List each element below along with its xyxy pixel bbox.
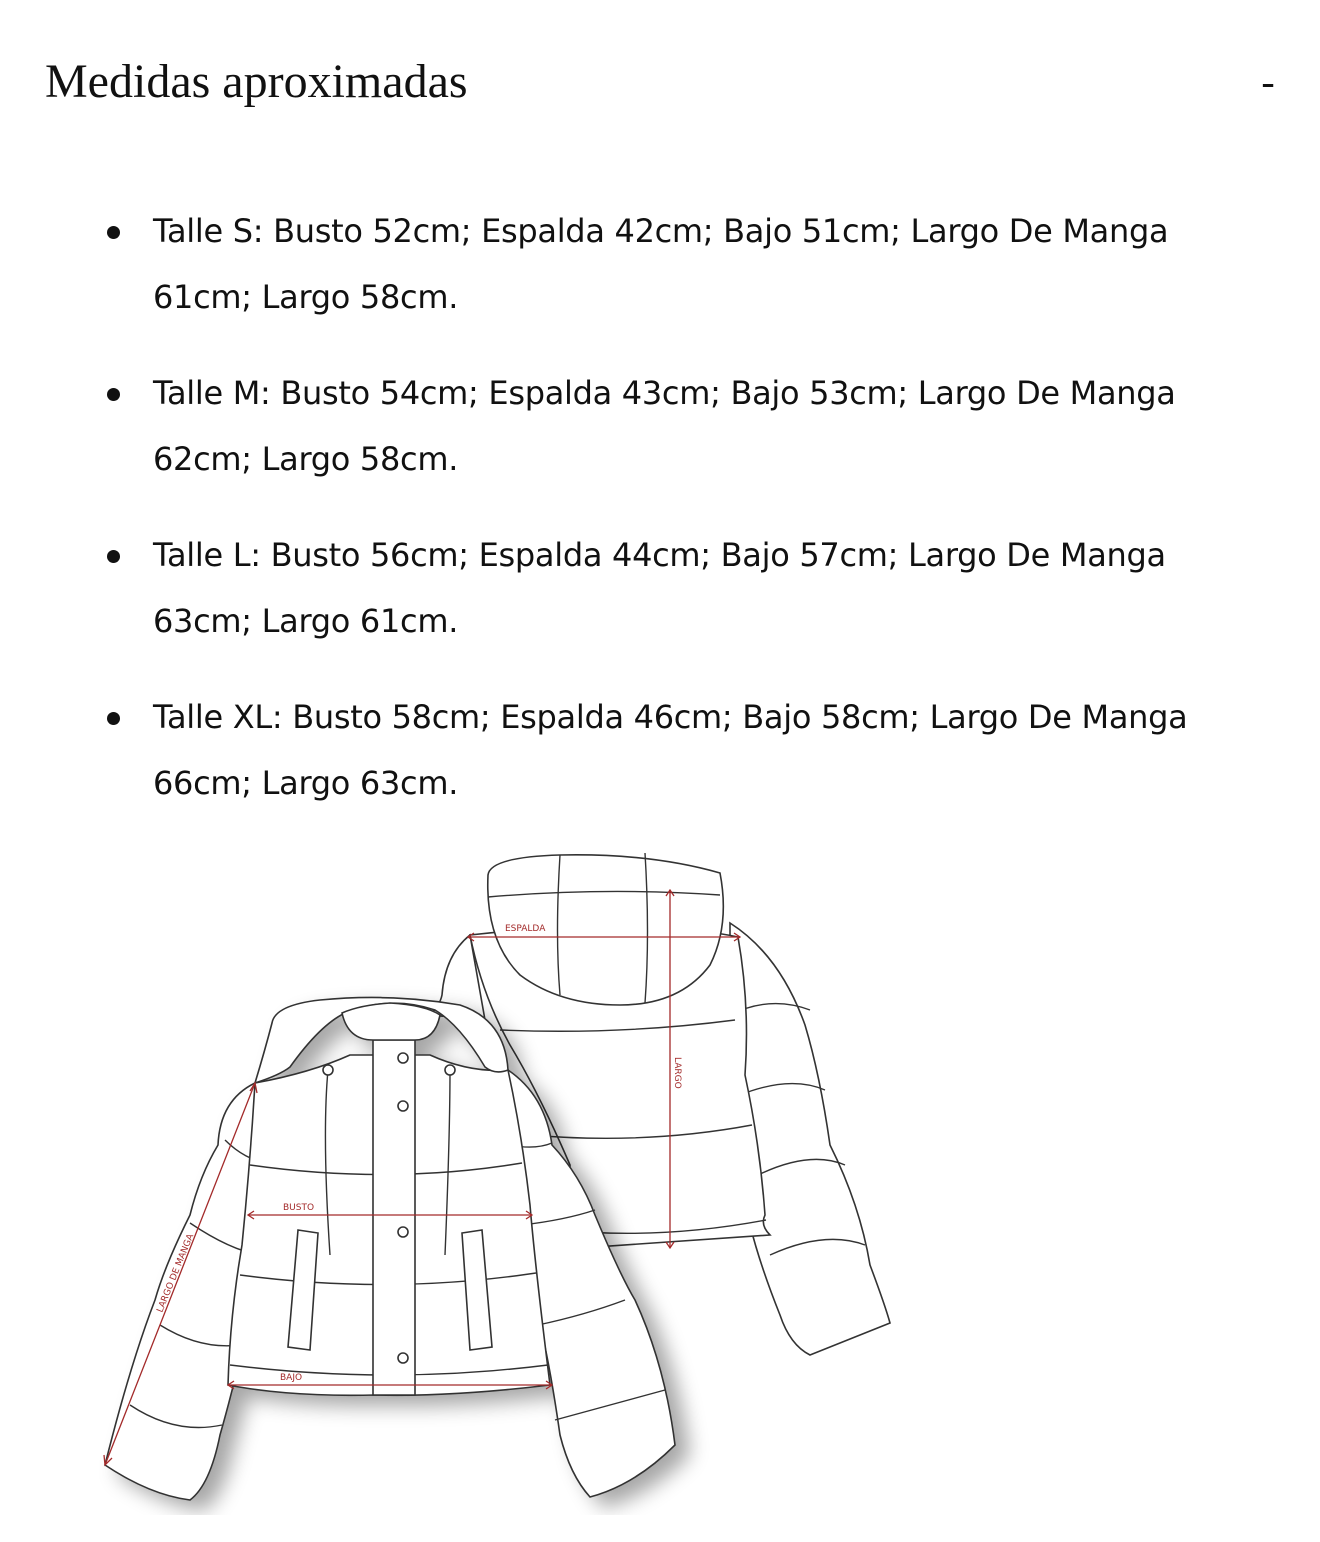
bullet-icon: [107, 712, 120, 725]
accordion-header[interactable]: [0, 0, 1320, 160]
bajo-label: BAJO: [280, 1373, 303, 1383]
list-item: [0, 684, 1320, 846]
largo-de-manga-label: LARGO DE MANGA: [155, 1232, 197, 1315]
size-text: Talle L: Busto 56cm; Espalda 44cm; Bajo 57cm; Largo De Manga 63cm; Largo 61cm.: [153, 536, 1166, 640]
list-item: [0, 198, 1320, 360]
jacket-size-diagram: [90, 845, 910, 1515]
size-list: [0, 198, 1320, 846]
bullet-icon: [107, 388, 120, 401]
size-text: Talle M: Busto 54cm; Espalda 43cm; Bajo 53cm; Largo De Manga 62cm; Largo 58cm.: [153, 374, 1176, 478]
jacket-illustration: [90, 845, 910, 1515]
size-text: Talle S: Busto 52cm; Espalda 42cm; Bajo 51cm; Largo De Manga 61cm; Largo 58cm.: [153, 212, 1169, 316]
largo-label: LARGO: [672, 1057, 682, 1089]
list-item: [0, 360, 1320, 522]
list-item: [0, 522, 1320, 684]
busto-label: BUSTO: [283, 1203, 315, 1213]
espalda-label: ESPALDA: [505, 924, 546, 934]
bullet-icon: [107, 550, 120, 563]
size-text: Talle XL: Busto 58cm; Espalda 46cm; Bajo 58cm; Largo De Manga 66cm; Largo 63cm.: [153, 698, 1188, 802]
accordion-title: Medidas aproximadas: [45, 55, 468, 108]
bullet-icon: [107, 226, 120, 239]
collapse-icon[interactable]: -: [1261, 59, 1275, 104]
